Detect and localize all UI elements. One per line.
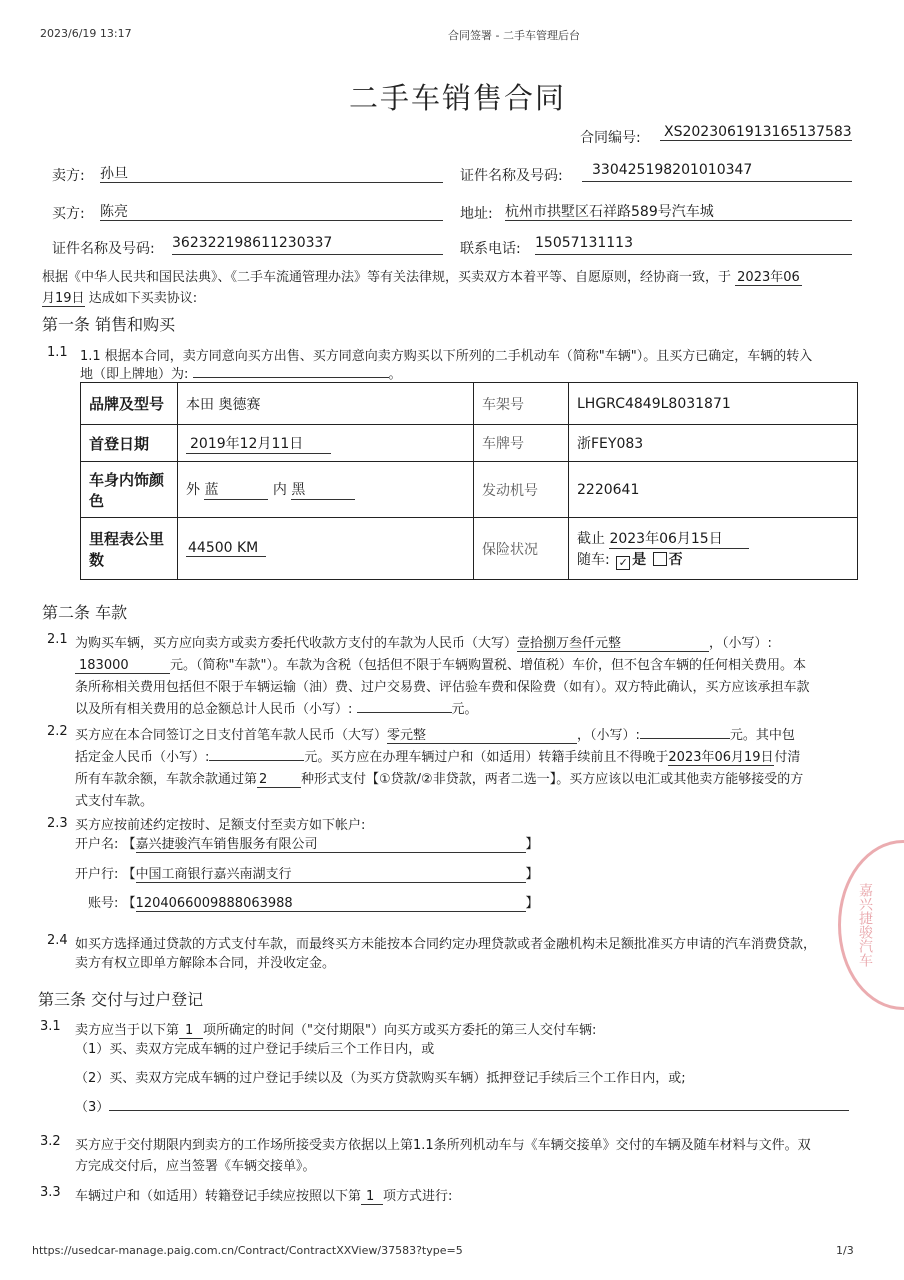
intro-line2: 月19日 达成如下买卖协议: [42, 287, 197, 307]
total-all-blank [357, 698, 452, 713]
account-no-value: 1204066009888063988 [136, 896, 526, 912]
clause-2-2-line2: 括定金人民币（小写）: 元。买方应在办理车辆过户和（如适用）转籍手续前且不得晚于2023年06月19日付清 [75, 746, 800, 766]
delivery-option-2: （2）买、卖双方完成车辆的过户登记手续以及（为买方贷款购买车辆）抵押登记手续后三个工作日内，或; [75, 1071, 686, 1086]
intro-date-part1: 2023年06 [735, 266, 802, 286]
first-payment-lower-blank [640, 724, 730, 739]
vehicle-row-mileage [81, 518, 858, 580]
contract-title: 二手车销售合同 [349, 81, 567, 115]
plate-location-blank [193, 363, 389, 378]
clause-1-1-line2: 地（即上牌地）为: 。 [80, 363, 402, 382]
mileage-unit: KM [237, 540, 259, 556]
clause-1-1-no: 1.1 [47, 345, 68, 360]
bank-row: 开户行: 【中国工商银行嘉兴南湖支行 】 [75, 863, 539, 883]
outer-color: 蓝 [204, 479, 268, 500]
plate-label: 车牌号 [474, 425, 569, 462]
account-no-row: 账号: 【1204066009888063988 】 [88, 896, 539, 911]
clause-2-2-line1: 买方应在本合同签订之日支付首笔车款人民币（大写）零元整 ，（小写）: 元。其中包 [75, 724, 795, 744]
inner-color: 黑 [291, 479, 355, 500]
phone-label: 联系电话: [460, 241, 521, 257]
clause-3-3-line1: 车辆过户和（如适用）转籍登记手续应按照以下第 1 项方式进行: [75, 1189, 453, 1204]
clause-2-1-no: 2.1 [47, 632, 68, 647]
clause-3-2-line2: 方完成交付后，应当签署《车辆交接单》。 [75, 1159, 316, 1174]
address-value: 杭州市拱墅区石祥路589号汽车城 [505, 201, 852, 221]
vehicle-row-brand [81, 383, 858, 425]
vin-value: LHGRC4849L8031871 [569, 383, 858, 425]
reg-date-cell [178, 425, 474, 462]
mileage-value: 44500 [188, 540, 233, 556]
clause-2-4-no: 2.4 [47, 933, 68, 948]
total-price-upper: 壹拾捌万叁仟元整 [517, 632, 709, 652]
article3-title: 第三条 交付与过户登记 [38, 990, 204, 1009]
delivery-option: 1 [179, 1023, 203, 1039]
seller-label: 卖方: [52, 168, 85, 184]
clause-3-2-no: 3.2 [40, 1134, 61, 1149]
color-cell: 外 蓝 内 黑 [178, 462, 474, 518]
transfer-option: 1 [361, 1189, 383, 1205]
clause-3-2-line1: 买方应于交付期限内到卖方的工作场所接受卖方依据以上第1.1条所列机动车与《车辆交接单》交付的车辆及随车材料与文件。双 [75, 1138, 811, 1153]
footer-url[interactable]: https://usedcar-manage.paig.com.cn/Contract/ContractXXView/37583?type=5 [32, 1244, 463, 1257]
article2-title: 第二条 车款 [42, 603, 128, 622]
buyer-label: 买方: [52, 206, 85, 222]
clause-2-4-line2: 卖方有权立即单方解除本合同，并没收定金。 [75, 956, 336, 971]
bank-value: 中国工商银行嘉兴南湖支行 [136, 863, 526, 883]
insurance-date: 2023年06月15日 [609, 528, 749, 549]
account-name-row: 开户名: 【嘉兴捷骏汽车销售服务有限公司 】 [75, 833, 539, 853]
payment-method: 2 [257, 772, 301, 788]
brand-label: 品牌及型号 [81, 383, 178, 425]
vin-label: 车架号 [474, 383, 569, 425]
print-page-title: 合同签署 - 二手车管理后台 [448, 29, 580, 42]
vehicle-row-reg [81, 425, 858, 462]
insurance-cell: 截止 2023年06月15日 随车: ✓ 是 否 [569, 518, 858, 580]
seller-id-label: 证件名称及号码: [460, 168, 563, 184]
buyer-id-label: 证件名称及号码: [52, 241, 155, 257]
clause-2-3-line1: 买方应按前述约定按时、足额支付至卖方如下帐户: [75, 818, 366, 833]
seller-name: 孙旦 [100, 163, 443, 183]
yes-checkbox[interactable]: ✓ [616, 556, 630, 570]
address-label: 地址: [460, 206, 493, 222]
engine-value: 2220641 [569, 462, 858, 518]
plate-value: 浙FEY083 [569, 425, 858, 462]
clause-2-2-line4: 式支付车款。 [75, 794, 154, 809]
vehicle-table [80, 382, 858, 580]
account-name-value: 嘉兴捷骏汽车销售服务有限公司 [136, 833, 526, 853]
clause-2-4-line1: 如买方选择通过贷款的方式支付车款，而最终买方未能按本合同约定办理贷款或者金融机构未足额批准买方申请的汽车消费贷款， [75, 937, 817, 952]
insurance-label: 保险状况 [474, 518, 569, 580]
clause-3-3-no: 3.3 [40, 1185, 61, 1200]
contract-no-value: XS2023061913165137583 [660, 124, 852, 141]
deposit-blank [209, 746, 304, 761]
company-seal: 嘉兴捷骏汽车 [838, 840, 904, 1010]
intro-date-part2: 月19日 [42, 287, 85, 307]
clause-3-1-no: 3.1 [40, 1019, 61, 1034]
clause-2-1-line3: 条所称相关费用包括但不限于车辆运输（油）费、过户交易费、评估验车费和保险费（如有）。双方特此确认，买方应该承担车款 [75, 680, 810, 695]
clause-2-3-no: 2.3 [47, 816, 68, 831]
engine-label: 发动机号 [474, 462, 569, 518]
payoff-date: 2023年06月19日 [668, 746, 774, 766]
total-price-lower: 183000 [75, 658, 170, 674]
mileage-label: 里程表公里数 [81, 518, 178, 580]
clause-2-2-no: 2.2 [47, 724, 68, 739]
brand-value: 本田 奥德赛 [178, 383, 474, 425]
print-datetime: 2023/6/19 13:17 [40, 27, 132, 40]
color-label: 车身内饰颜色 [81, 462, 178, 518]
buyer-id-value: 362322198611230337 [172, 235, 443, 255]
footer-page-number: 1/3 [836, 1244, 854, 1257]
clause-2-2-line3: 所有车款余额，车款余款通过第 2 种形式支付【①贷款/②非贷款，两者二选一】。买方应该以电汇或其他卖方能够接受的方 [75, 772, 804, 787]
clause-1-1-line1: 1.1 根据本合同，卖方同意向买方出售、买方同意向卖方购买以下所列的二手机动车（简称"车辆"）。且买方已确定，车辆的转入 [80, 349, 813, 364]
no-checkbox[interactable] [653, 552, 667, 566]
contract-no-label: 合同编号: [580, 130, 641, 146]
article1-title: 第一条 销售和购买 [42, 315, 176, 334]
delivery-option-3-blank [109, 1096, 849, 1111]
mileage-cell [178, 518, 474, 580]
phone-value: 15057131113 [535, 235, 852, 255]
first-payment-upper: 零元整 [387, 724, 577, 744]
reg-date-value: 2019年12月11日 [186, 433, 331, 454]
buyer-name: 陈亮 [100, 201, 443, 221]
clause-2-1-line2: 183000 元。（简称"车款"）。车款为含税（包括但不限于车辆购置税、增值税）车价，但不包含车辆的任何相关费用。本 [75, 654, 806, 674]
intro-line1: 根据《中华人民共和国民法典》、《二手车流通管理办法》等有关法律规，买卖双方本着平等、自愿原则，经协商一致，于 2023年06 [42, 266, 802, 286]
reg-date-label: 首登日期 [81, 425, 178, 462]
clause-2-1-line4: 以及所有相关费用的总金额总计人民币（小写）: 元。 [75, 698, 478, 717]
delivery-option-1: （1）买、卖双方完成车辆的过户登记手续后三个工作日内，或 [75, 1042, 435, 1057]
seller-id-value: 330425198201010347 [582, 162, 852, 182]
vehicle-row-color [81, 462, 858, 518]
clause-3-1-line1: 卖方应当于以下第 1 项所确定的时间（"交付期限"）向买方或买方委托的第三人交付车辆: [75, 1023, 597, 1038]
delivery-option-3: （3） [75, 1096, 849, 1115]
clause-2-1-line1: 为购买车辆，买方应向卖方或卖方委托代收款方支付的车款为人民币（大写）壹拾捌万叁仟元整 ，（小写）: [75, 632, 772, 652]
